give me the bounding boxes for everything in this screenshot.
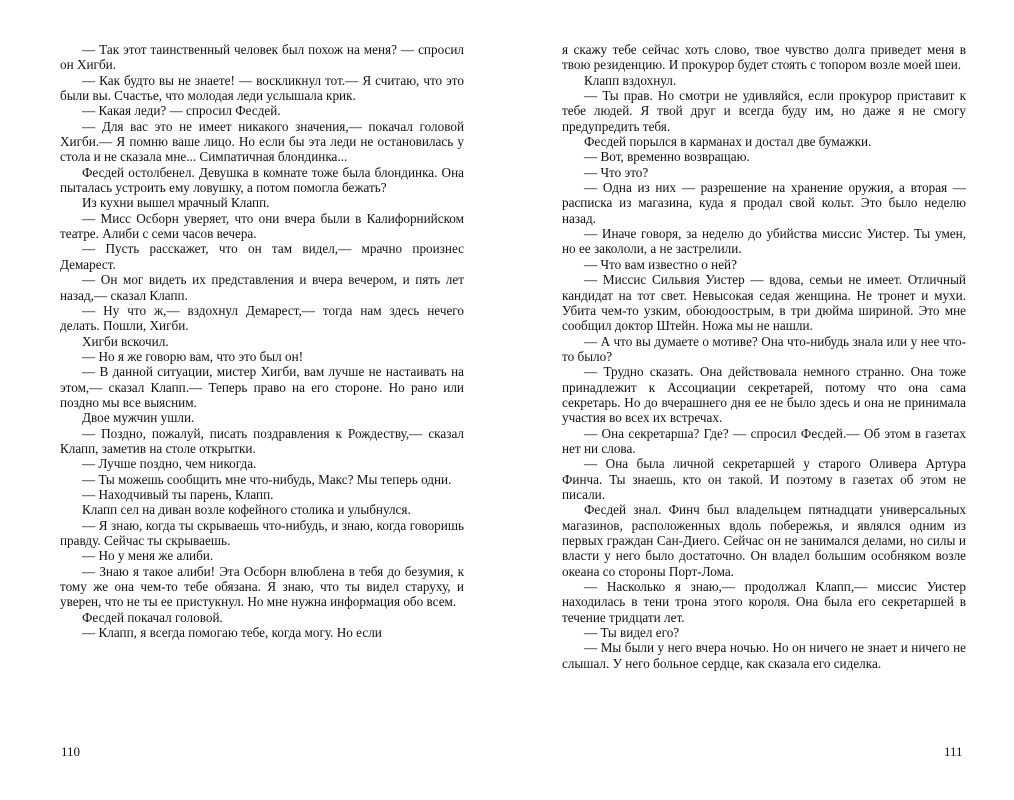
- paragraph: — Что это?: [584, 164, 649, 180]
- paragraph: — Она секретарша? Где? — спросил Фесдей.— Об этом в газетах нет ни слова.: [562, 425, 966, 456]
- paragraph: — Ты прав. Но смотри не удивляйся, если прокурор приставит к тебе людей. Я твой друг и всегда буду им, но даже я не смогу предупредить тебя.: [562, 88, 966, 134]
- paragraph: — Так этот таинственный человек был похож на меня? — спросил он Хигби.: [60, 42, 464, 73]
- paragraph: — Ты видел его?: [584, 625, 680, 641]
- paragraph: — Поздно, пожалуй, писать поздравления к Рождеству,— сказал Клапп, заметив на столе открытки.: [60, 425, 464, 456]
- paragraph: Хигби вскочил.: [82, 333, 169, 349]
- paragraph: — Находчивый ты парень, Клапп.: [82, 486, 274, 502]
- paragraph: — Миссис Сильвия Уистер — вдова, семьи не имеет. Отличный кандидат на тот свет. Невысокая седая женщина. Не тронет и мухи. Убита чем-то узким, обоюдоострым, в три дюйма шириной. Это мне сообщил доктор Штейн. Ножа мы не нашли.: [562, 272, 966, 334]
- paragraph: — В данной ситуации, мистер Хигби, вам лучше не настаивать на этом,— сказал Клапп.— Теперь право на его стороне. Но рано или поздно мы все выясним.: [60, 364, 464, 410]
- paragraph: — Ну что ж,— вздохнул Демарест,— тогда нам здесь нечего делать. Пошли, Хигби.: [60, 302, 464, 334]
- paragraph: Клапп вздохнул.: [584, 72, 677, 88]
- paragraph: Двое мужчин ушли.: [82, 410, 195, 426]
- paragraph: — Иначе говоря, за неделю до убийства миссис Уистер. Ты умен, но ее закололи, а не застрелили.: [562, 226, 966, 257]
- paragraph: — Знаю я такое алиби! Эта Осборн влюблена в тебя до безумия, к тому же она чем-то тебе обязана. Я знаю, что ты видел старуху, и уверен, что не ты ее пристукнул. Но мне нужна информация обо всем.: [60, 563, 464, 610]
- paragraph: — Для вас это не имеет никакого значения,— покачал головой Хигби.— Я помню ваше лицо. Но если бы эта леди не остановилась у стола и не сказала мне... Симпатичная блондинка...: [60, 118, 464, 165]
- paragraph: — А что вы думаете о мотиве? Она что-нибудь знала или у нее что-то было?: [562, 333, 966, 364]
- paragraph: — Он мог видеть их представления и вчера вечером, и пять лет назад,— сказал Клапп.: [60, 272, 464, 303]
- paragraph: — Я знаю, когда ты скрываешь что-нибудь, и знаю, когда говоришь правду. Сейчас ты скрываешь.: [60, 517, 464, 548]
- paragraph: Фесдей знал. Финч был владельцем пятнадцати универсальных магазинов, расположенных вдоль побережья, и являлся одним из первых граждан Сан-Диего. Сейчас он не занимался делами, но силы и власти у него было достаточно. Он владел большим особняком возле океана со стороны Порт-Лома.: [562, 502, 966, 579]
- paragraph: — Что вам известно о ней?: [584, 256, 737, 272]
- right-page-text: [562, 42, 966, 671]
- paragraph: Клапп сел на диван возле кофейного столика и улыбнулся.: [82, 502, 411, 518]
- paragraph: — Ты можешь сообщить мне что-нибудь, Макс? Мы теперь одни.: [82, 471, 452, 487]
- paragraph: — Насколько я знаю,— продолжал Клапп,— миссис Уистер находилась в тени трона этого короля. Она была его секретаршей в течение тридцати лет.: [562, 579, 966, 625]
- paragraph: Из кухни вышел мрачный Клапп.: [82, 195, 270, 211]
- page-number-left: 110: [61, 744, 81, 759]
- paragraph: — Мы были у него вчера ночью. Но он ничего не знает и ничего не слышал. У него больное сердце, как сказала его сиделка.: [562, 640, 966, 671]
- paragraph: — Лучше поздно, чем никогда.: [82, 456, 257, 472]
- left-page-text: [60, 42, 464, 640]
- paragraph: — Какая леди? — спросил Фесдей.: [82, 103, 281, 119]
- paragraph: — Вот, временно возвращаю.: [584, 149, 750, 165]
- paragraph: Фесдей остолбенел. Девушка в комнате тоже была блондинка. Она пыталась устроить ему ловушку, а потом помогла бежать?: [60, 164, 464, 196]
- paragraph: — Мисс Осборн уверяет, что они вчера были в Калифорнийском театре. Алиби с семи часов вечера.: [60, 210, 464, 242]
- paragraph: — Пусть расскажет, что он там видел,— мрачно произнес Демарест.: [60, 241, 464, 272]
- page-number-right: 111: [944, 744, 963, 759]
- paragraph: — Одна из них — разрешение на хранение оружия, а вторая — расписка из магазина, куда я продал свой кольт. Это было неделю назад.: [562, 180, 966, 226]
- paragraph: — Как будто вы не знаете! — воскликнул тот.— Я считаю, что это были вы. Счастье, что молодая леди услышала крик.: [60, 72, 464, 104]
- paragraph: Фесдей покачал головой.: [82, 609, 223, 625]
- paragraph: — Она была личной секретаршей у старого Оливера Артура Финча. Ты знаешь, кто он такой. И поэтому в газетах об этом не писали.: [562, 456, 966, 502]
- paragraph: — Трудно сказать. Она действовала немного странно. Она тоже принадлежит к Ассоциации секретарей, потому что она сама секретарь. Но до вчерашнего дня ее не было здесь и она не принимала участия во всех их встречах.: [562, 364, 966, 426]
- paragraph: — Но я же говорю вам, что это был он!: [82, 348, 304, 364]
- continued-paragraph: я скажу тебе сейчас хоть слово, твое чувство долга приведет меня в твою резиденцию. И прокурор будет стоять с топором возле моей шеи.: [562, 42, 966, 73]
- paragraph: Фесдей порылся в карманах и достал две бумажки.: [584, 134, 872, 150]
- paragraph: — Клапп, я всегда помогаю тебе, когда могу. Но если: [82, 625, 382, 641]
- paragraph: — Но у меня же алиби.: [82, 548, 214, 564]
